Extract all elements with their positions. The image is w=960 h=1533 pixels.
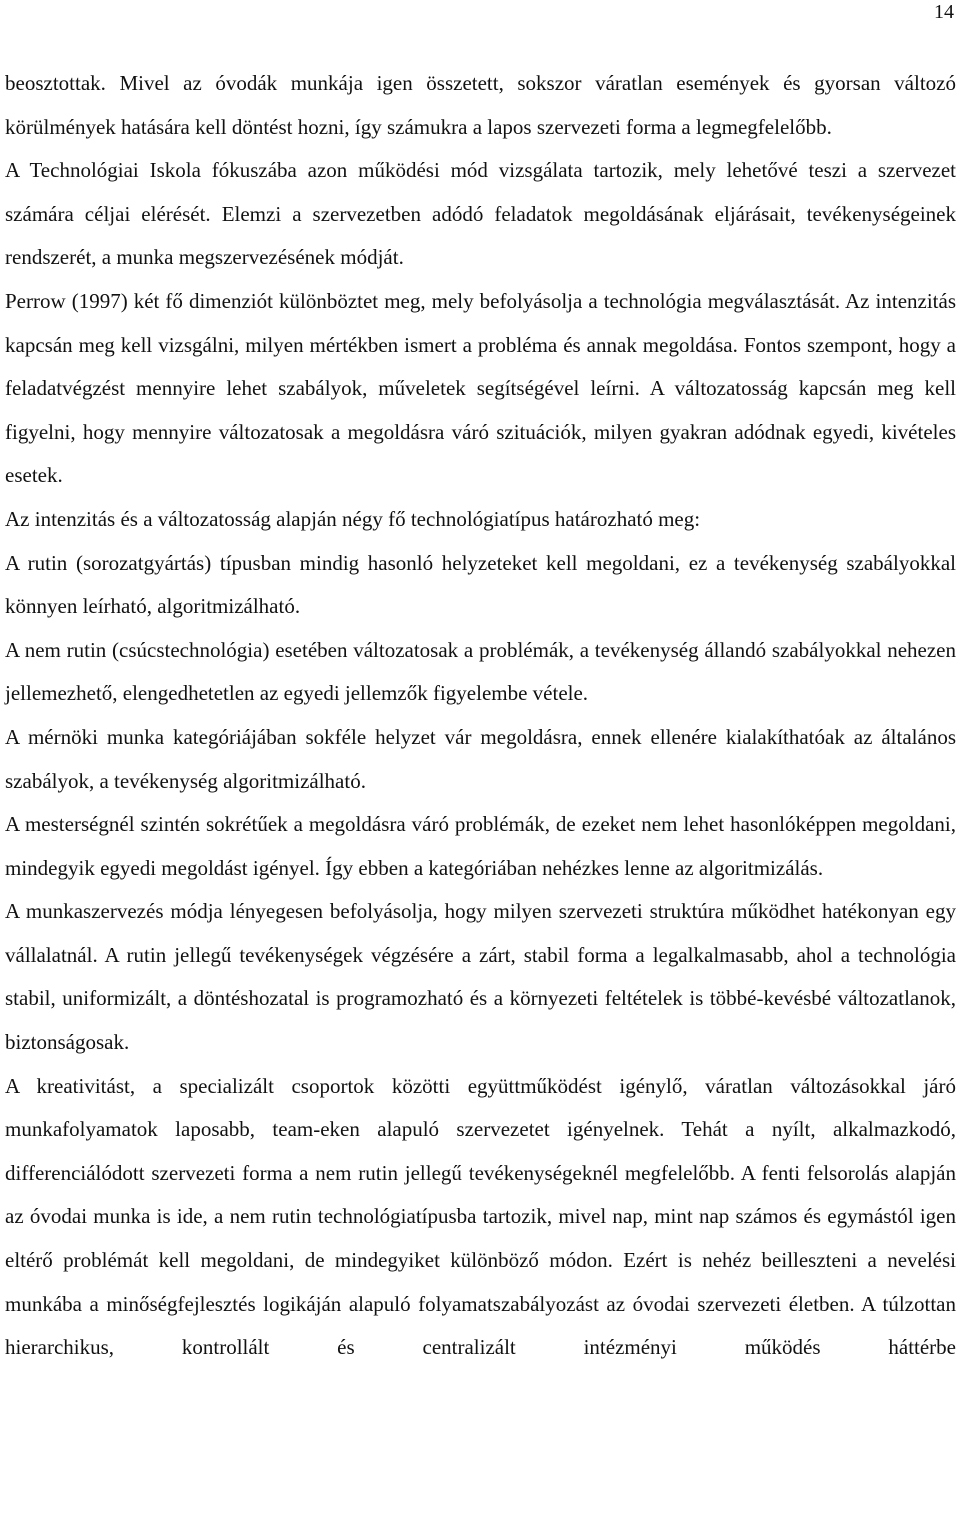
paragraph-technologiai-iskola: A Technológiai Iskola fókuszába azon működési mód vizsgálata tartozik, mely lehetővé teszi a szervezet számára céljai elérését. Elemzi a szervezetben adódó feladatok megoldásának eljárásait, tevékenységeinek rendszerét, a munka megszervezésének módját. (5, 158, 956, 270)
paragraph-perrow-dimenziok: Perrow (1997) két fő dimenziót különböztet meg, mely befolyásolja a technológia megválasztását. Az intenzitás kapcsán meg kell vizsgálni, milyen mértékben ismert a probléma és annak megoldása. Fontos szempont, hogy a feladatvégzést mennyire lehet szabályok, műveletek segítségével leírni. A változatosság kapcsán meg kell figyelni, hogy mennyire változatosak a megoldásra váró szituációk, milyen gyakran adódnak egyedi, kivételes esetek. (5, 288, 956, 488)
paragraph-munkaszervezes: A munkaszervezés módja lényegesen befolyásolja, hogy milyen szervezeti struktúra működhet hatékonyan egy vállalatnál. A rutin jellegű tevékenységek végzésére a zárt, stabil forma a legalkalmasabb, ahol a technológia stabil, uniformizált, a döntéshozatal is programozható és a környezeti feltételek is többé-kevésbé változatlanok, biztonságosak. (5, 899, 956, 1055)
paragraph-rutin: A rutin (sorozatgyártás) típusban mindig hasonló helyzeteket kell megoldani, ez a tevékenység szabályokkal könnyen leírható, algoritmizálható. (5, 550, 956, 619)
document-body (5, 62, 956, 1370)
paragraph-lapos-szervezet: beosztottak. Mivel az óvodák munkája igen összetett, sokszor váratlan események és gyorsan változó körülmények hatására kell döntést hozni, így számukra a lapos szervezeti forma a legmegfelelőbb. (5, 71, 956, 139)
paragraph-mernoki-munka: A mérnöki munka kategóriájában sokféle helyzet vár megoldásra, ennek ellenére kialakíthatóak az általános szabályok, a tevékenység algoritmizálható. (5, 724, 956, 793)
paragraph-mesterseg: A mesterségnél szintén sokrétűek a megoldásra váró problémák, de ezeket nem lehet hasonlóképpen megoldani, mindegyik egyedi megoldást igényel. Így ebben a kategóriában nehézkes lenne az algoritmizálás. (5, 812, 956, 880)
paragraph-kreativitas: A kreativitást, a specializált csoportok közötti együttműködést igénylő, váratlan változásokkal járó munkafolyamatok laposabb, team-eken alapuló szervezetet igényelnek. Tehát a nyílt, alkalmazkodó, differenciálódott szervezeti forma a nem rutin jellegű tevékenységeknél megfelelőbb. A fenti felsorolás alapján az óvodai munka is ide, a nem rutin technológiatípusba tartozik, mivel nap, mint nap számos és egymástól igen eltérő problémát kell megoldani, de mindegyiket különböző módon. Ezért is nehéz beilleszteni a nevelési munkába a minőségfejlesztés logikáján alapuló folyamatszabályozást az óvodai szervezeti életben. A túlzottan hierarchikus, kontrollált és centralizált intézményi működés háttérbe (5, 1073, 956, 1360)
paragraph-technologiatipusok-intro: Az intenzitás és a változatosság alapján négy fő technológiatípus határozható meg: (5, 506, 701, 531)
paragraph-nem-rutin: A nem rutin (csúcstechnológia) esetében változatosak a problémák, a tevékenység állandó szabályokkal nehezen jellemezhető, elengedhetetlen az egyedi jellemzők figyelembe vétele. (5, 637, 956, 706)
page-number: 14 (934, 1, 954, 23)
